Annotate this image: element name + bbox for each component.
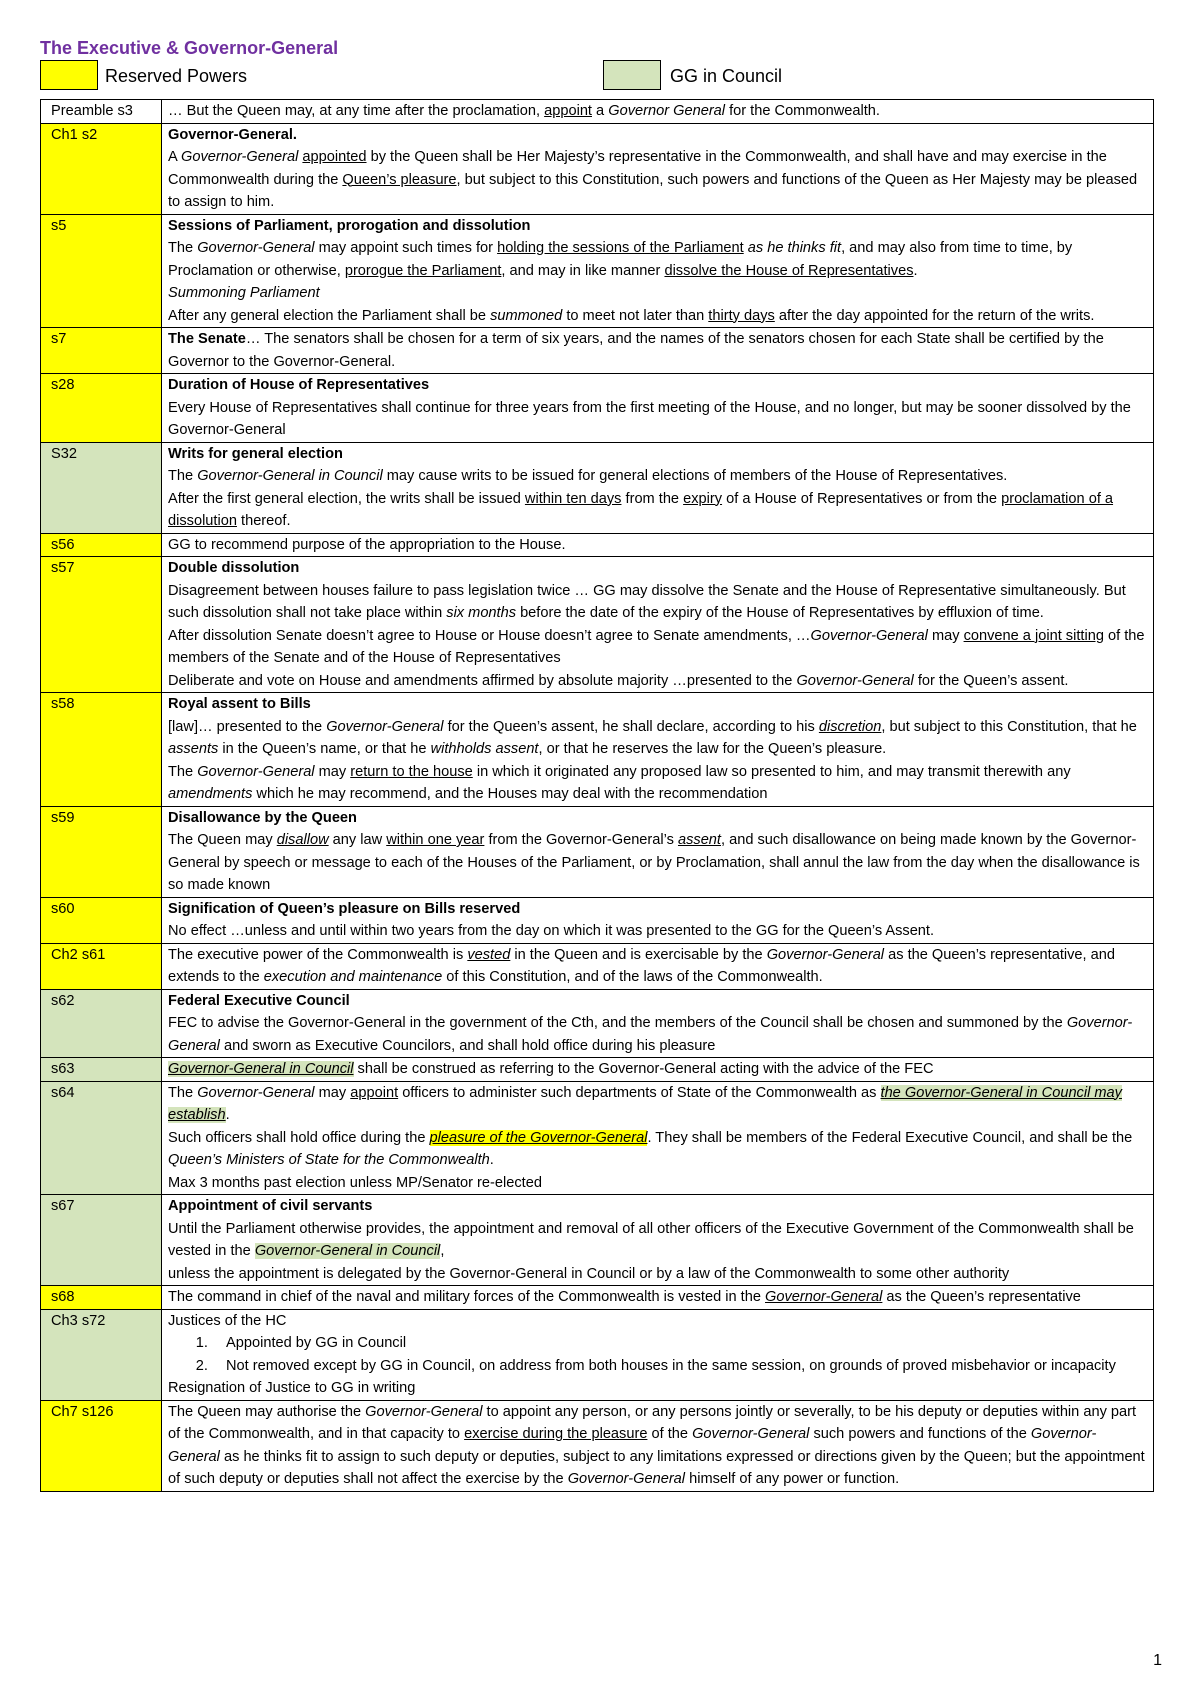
section-text-line [168,920,1147,943]
text-segment: thirty days [708,307,775,324]
section-reference: s58 [41,693,162,807]
text-segment: which he may recommend, and the Houses may deal with the recommendation [252,786,768,802]
text-segment: in the Queen’s name, or that he [218,741,431,757]
section-text-line [168,1286,1147,1309]
text-segment: in the Queen and is exercisable by the [510,946,767,963]
text-segment: Governor-General in Council [254,1243,441,1259]
section-text-line [168,1172,1147,1195]
section-text-line [168,488,1147,533]
section-text-line [168,557,1147,580]
text-segment: Appointment of civil servants [168,1198,373,1214]
text-segment: Governor General [608,103,726,119]
constitution-sections-table [40,99,1154,1492]
text-segment: by the Queen shall be Her Majesty’s representative in the Commonwealth, and shall have and may exercise in the Commonwealth during the [168,149,1107,188]
section-text-line [168,625,1147,670]
section-content [162,442,1154,533]
section-reference: s63 [41,1058,162,1082]
text-segment: pleasure of the Governor-General [429,1129,648,1146]
text-segment: to appoint any person, or any persons jointly or severally, to be his deputy or deputies within any part of the Commonwealth, and in that capacity to [168,1403,1137,1442]
section-row [41,1195,1154,1286]
section-text-line [168,580,1147,625]
section-text-line [168,1377,1147,1400]
text-segment: Governor-General [168,1426,1097,1465]
text-segment: Governor-General [326,718,444,735]
section-reference: s7 [41,328,162,374]
section-text-line [168,807,1147,830]
text-segment: Governor-General [567,1471,686,1487]
text-segment: , but subject to this Constitution, that he [881,718,1137,735]
section-text-line [168,990,1147,1013]
section-text-line [168,1082,1147,1127]
section-text-line [168,534,1147,557]
text-segment: Deliberate and vote on House and amendments affirmed by absolute majority …presented to the [168,672,797,689]
text-segment: for the Commonwealth. [725,103,880,119]
text-segment: [law]… presented to the [168,718,327,735]
section-text-line [168,1058,1147,1081]
section-row [41,943,1154,989]
text-segment: . [489,1152,494,1168]
section-text-line [168,124,1147,147]
text-segment: Governor-General [197,1084,315,1101]
text-segment: Summoning Parliament [168,285,320,301]
section-reference: Ch2 s61 [41,943,162,989]
text-segment: appoint [350,1084,399,1101]
text-segment: The [168,1084,198,1101]
text-segment: execution and maintenance [263,969,443,985]
text-segment: . [913,262,918,279]
text-segment: Governor-General [180,149,299,165]
section-reference: s68 [41,1286,162,1310]
text-segment: return to the house [350,763,473,780]
text-segment: of a House of Representatives or from the [722,490,1002,507]
text-segment: may [314,763,351,780]
text-segment: The [168,468,198,484]
text-segment: appointed [302,149,367,165]
text-segment: after the day appointed for the return of the writs. [774,307,1095,324]
section-content [162,1309,1154,1400]
text-segment: withholds assent [430,741,539,757]
legend-label-gg-in-council: GG in Council [670,66,783,86]
text-segment: Queen’s Ministers of State for the Commonwealth [168,1152,490,1168]
section-content [162,123,1154,214]
text-segment: exercise during the pleasure [464,1426,648,1442]
section-reference: s60 [41,897,162,943]
text-segment: a [592,103,609,119]
section-row [41,214,1154,328]
section-reference: s62 [41,989,162,1058]
section-content [162,214,1154,328]
text-segment: Governor-General in Council [197,468,383,484]
section-text-line [168,944,1147,989]
text-segment: The command in chief of the naval and military forces of the Commonwealth is vested in the [168,1289,766,1305]
text-segment: Such officers shall hold office during the [168,1129,430,1146]
legend-swatch-reserved-powers [40,60,98,90]
text-segment: Duration of House of Representatives [168,377,430,393]
text-segment: , and may in like manner [501,262,665,279]
text-segment: proclamation of a dissolution [168,490,1114,529]
section-text-line [168,1012,1147,1057]
section-row [41,1081,1154,1195]
text-segment: such powers and functions of the [809,1426,1031,1442]
text-segment: six months [446,605,517,621]
text-segment: Governor-General in Council [168,1061,354,1077]
text-segment: disallow [276,832,329,848]
text-segment: discretion [818,718,882,735]
text-segment: FEC to advise the Governor-General in the government of the Cth, and the members of the Council shall be chosen and summoned by the [168,1015,1067,1031]
section-content [162,693,1154,807]
text-segment: in which it originated any proposed law so presented to him, and may transmit therewith any [472,763,1071,780]
section-text-line [168,397,1147,442]
section-text-line [168,374,1147,397]
section-row [41,100,1154,124]
text-segment: the Governor-General in Council may establish [168,1084,1122,1123]
text-segment: within one year [386,832,485,848]
text-segment: No effect …unless and until within two years from the day on which it was presented to the GG for the Queen’s Assent. [168,923,935,939]
list-item: 2. Not removed except by GG in Council, on address from both houses in the same session, on grounds of proved misbehavior or incapacity [212,1355,1147,1378]
section-text-line [168,465,1147,488]
section-text-line [168,328,1147,373]
section-reference: s64 [41,1081,162,1195]
text-segment: A [168,149,181,165]
section-row [41,1286,1154,1310]
section-content [162,1400,1154,1491]
text-segment: Writs for general election [168,445,343,462]
text-segment: The [168,240,198,256]
text-segment: Signification of Queen’s pleasure on Bills reserved [168,900,521,917]
section-content [162,1286,1154,1310]
section-row [41,1400,1154,1491]
text-segment: The Senate [168,331,246,347]
text-segment: The executive power of the Commonwealth is [168,946,468,963]
section-content [162,100,1154,124]
section-text-line [168,1263,1147,1286]
text-segment: assent [677,832,721,848]
section-text-line [168,1310,1147,1333]
section-reference: Ch1 s2 [41,123,162,214]
text-segment: After any general election the Parliament shall be [168,307,491,324]
text-segment: from the [621,490,684,507]
text-segment: officers to administer such departments of State of the Commonwealth as [398,1084,881,1101]
section-row [41,1309,1154,1400]
section-content [162,557,1154,693]
section-reference: Preamble s3 [41,100,162,124]
text-segment: Governor-General [692,1426,810,1442]
section-text-line [168,1401,1147,1491]
section-row [41,374,1154,443]
section-row [41,533,1154,557]
section-row [41,989,1154,1058]
text-segment: Until the Parliament otherwise provides, the appointment and removal of all other officers of the Executive Government of the Commonwealth shall be vested in the [168,1220,1134,1259]
section-reference: S32 [41,442,162,533]
text-segment: shall be construed as referring to the Governor-General acting with the advice of the FEC [353,1061,934,1077]
numbered-list [168,1332,1147,1377]
section-reference: s5 [41,214,162,328]
text-segment: Disagreement between houses failure to pass legislation twice … GG may dissolve the Senate and the House of Representative simultaneously. But such dissolution shall not take place within [168,582,1126,621]
text-segment: Disallowance by the Queen [168,809,357,826]
text-segment: expiry [683,490,723,507]
section-row [41,1058,1154,1082]
text-segment: Sessions of Parliament, prorogation and dissolution [168,217,531,234]
section-text-line [168,761,1147,806]
text-segment: convene a joint sitting [963,627,1104,644]
text-segment: of the [647,1426,693,1442]
text-segment: thereof. [236,513,291,529]
section-row [41,806,1154,897]
text-segment: before the date of the expiry of the House of Representatives by effluxion of time. [516,605,1044,621]
text-segment: Governor-General [365,1403,483,1420]
section-row [41,897,1154,943]
text-segment: himself of any power or function. [685,1471,900,1487]
text-segment: from the Governor-General’s [484,832,678,848]
text-segment: and sworn as Executive Councilors, and shall hold office during his pleasure [219,1037,716,1054]
text-segment: dissolve the House of Representatives [664,262,914,279]
text-segment: Governor-General [765,1289,883,1305]
text-segment: … The senators shall be chosen for a term of six years, and the names of the senators chosen for each State shall be certified by the Governor to the Governor-General. [168,331,1104,370]
section-reference: s59 [41,806,162,897]
section-reference: Ch3 s72 [41,1309,162,1400]
section-content [162,328,1154,374]
section-row [41,442,1154,533]
text-segment: as he thinks fit to assign to such deputy or deputies, subject to any limitations expressed or directions given by the Queen; but the appointment of such deputy or deputies shall not affect the exercise by the [168,1448,1145,1487]
text-segment: appoint [544,103,592,119]
text-segment: Justices of the HC [168,1312,287,1329]
section-text-line [168,693,1147,716]
section-row [41,123,1154,214]
section-content [162,943,1154,989]
text-segment: as the Queen’s representative [882,1289,1081,1305]
text-segment: . They shall be members of the Federal Executive Council, and shall be the [647,1129,1133,1146]
list-item: 1. Appointed by GG in Council [212,1332,1147,1355]
text-segment: After the first general election, the writs shall be issued [168,490,525,507]
text-segment: Governor-General [197,240,315,256]
text-segment: summoned [490,307,563,324]
text-segment: . [225,1107,230,1123]
text-segment: may [314,1084,351,1101]
text-segment: for the Queen’s assent, he shall declare, according to his [443,718,819,735]
section-text-line [168,1195,1147,1218]
section-content [162,897,1154,943]
section-text-line [168,829,1147,897]
text-segment: , but subject to this Constitution, such powers and functions of the Queen as Her Majesty may be pleased to assign to him. [168,171,1138,210]
section-reference: s28 [41,374,162,443]
text-segment: as he thinks fit [747,240,842,256]
text-segment: amendments [168,786,253,802]
text-segment: of this Constitution, and of the laws of the Commonwealth. [442,969,823,985]
text-segment: to meet not later than [562,307,709,324]
section-reference: s57 [41,557,162,693]
section-text-line [168,670,1147,693]
section-content [162,989,1154,1058]
section-content [162,1195,1154,1286]
section-text-line [168,1127,1147,1172]
text-segment: may appoint such times for [314,240,498,256]
text-segment: , [440,1243,445,1259]
text-segment: for the Queen’s assent. [913,672,1069,689]
text-segment: Governor-General [796,672,914,689]
section-text-line [168,716,1147,761]
section-text-line [168,443,1147,466]
section-reference: s67 [41,1195,162,1286]
page-title: The Executive & Governor-General [40,38,339,58]
section-text-line [168,282,1147,305]
section-row [41,557,1154,693]
text-segment: may [927,627,964,644]
text-segment: Royal assent to Bills [168,696,311,712]
text-segment: assents [168,741,219,757]
text-segment: Governor-General [168,1015,1133,1054]
section-content [162,374,1154,443]
text-segment: The Queen may authorise the [168,1403,366,1420]
page-number: 1 [1153,1652,1162,1669]
text-segment: Every House of Representatives shall continue for three years from the first meeting of the House, and no longer, but may be sooner dissolved by the Governor-General [168,399,1131,438]
section-text-line [168,237,1147,282]
section-content [162,806,1154,897]
text-segment: Federal Executive Council [168,992,350,1009]
section-text-line [168,146,1147,214]
text-segment: Governor-General [810,627,928,644]
text-segment: Max 3 months past election unless MP/Senator re-elected [168,1174,542,1191]
section-content [162,1081,1154,1195]
text-segment: of the members of the Senate and of the House of Representatives [168,627,1145,666]
text-segment: as the Queen’s representative, and extends to the [168,946,1116,985]
section-content [162,1058,1154,1082]
section-reference: s56 [41,533,162,557]
text-segment: within ten days [524,490,622,507]
text-segment: , and such disallowance on being made known by the Governor-General by speech or message to each of the Houses of the Parliament, or by Proclamation, shall annul the law from the day when the disallowance is so made known [168,832,1140,893]
text-segment: holding the sessions of the Parliament [497,240,744,256]
legend-swatch-gg-in-council [603,60,661,90]
text-segment: GG to recommend purpose of the appropriation to the House. [168,536,566,553]
section-row [41,328,1154,374]
text-segment: After dissolution Senate doesn’t agree to House or House doesn’t agree to Senate amendments, … [168,627,811,644]
text-segment: , or that he reserves the law for the Queen’s pleasure. [538,741,887,757]
section-text-line [168,215,1147,238]
section-text-line [168,1218,1147,1263]
text-segment: unless the appointment is delegated by the Governor-General in Council or by a law of the Commonwealth to some other authority [168,1265,1010,1282]
text-segment: any law [328,832,387,848]
section-text-line [168,100,1147,123]
text-segment: Governor-General. [168,126,297,143]
section-row [41,693,1154,807]
text-segment: Governor-General [766,946,885,963]
text-segment: Queen’s pleasure [342,171,457,188]
section-reference: Ch7 s126 [41,1400,162,1491]
text-segment: vested [467,946,511,963]
section-content [162,533,1154,557]
section-text-line [168,305,1147,328]
text-segment: The Queen may [168,832,277,848]
section-text-line [168,898,1147,921]
text-segment: , and may also from time to time, by Proclamation or otherwise, [168,240,1073,279]
legend-label-reserved-powers: Reserved Powers [105,66,248,86]
text-segment: Double dissolution [168,560,300,576]
text-segment: Resignation of Justice to GG in writing [168,1380,416,1396]
text-segment: The [168,763,198,780]
text-segment: … But the Queen may, at any time after the proclamation, [168,103,545,119]
text-segment: Governor-General [197,763,315,780]
text-segment: may cause writs to be issued for general elections of members of the House of Representatives. [382,468,1008,484]
text-segment: prorogue the Parliament [344,262,502,279]
